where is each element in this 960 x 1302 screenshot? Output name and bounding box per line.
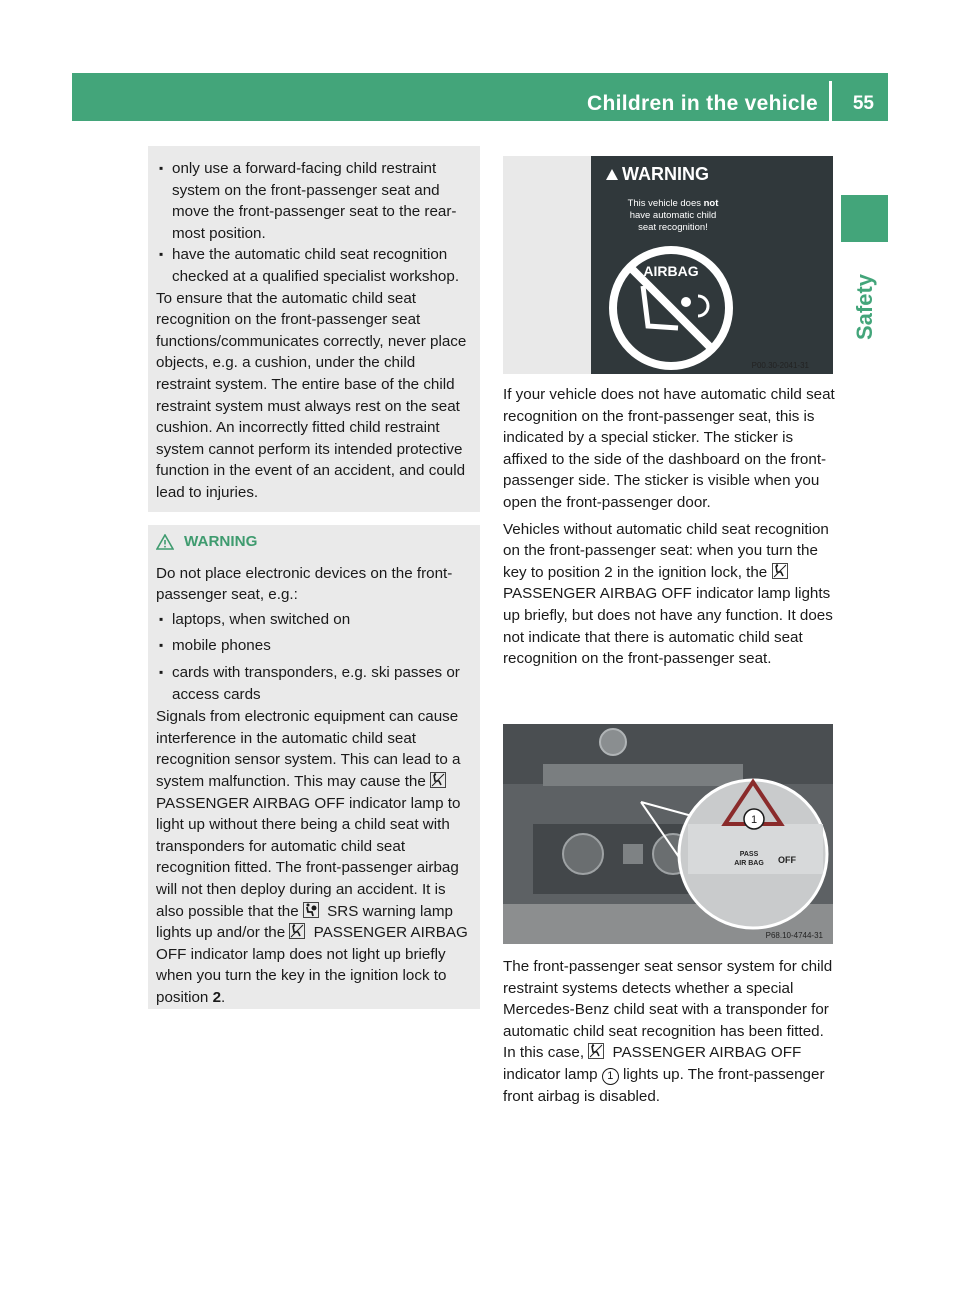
list-item: ▪ only use a forward-facing child restraint system on the front-passenger seat and move the front-passenger seat to the rear-most position. <box>156 158 472 244</box>
page-title: Children in the vehicle <box>587 92 818 115</box>
warning-title: WARNING <box>184 533 258 550</box>
paragraph <box>156 706 472 1008</box>
warning-box <box>148 525 480 1009</box>
dashboard-illustration <box>503 724 833 944</box>
passenger-airbag-off-icon <box>588 1043 604 1059</box>
list-item: ▪ mobile phones <box>156 635 472 657</box>
header-divider <box>829 81 832 121</box>
sticker-line2: have automatic child <box>629 210 717 221</box>
passenger-airbag-off-icon <box>430 772 446 788</box>
text: Vehicles without automatic child seat recognition on the front-passenger seat: when you turn the key to position 2 in the ignition lock, the <box>503 520 829 581</box>
warning-header <box>156 531 472 553</box>
paragraph: To ensure that the automatic child seat recognition on the front-passenger seat functions/communicates correctly, never place objects, e.g. a cushion, under the child restraint system. The entire base of the child restraint system must always rest on the seat cushion. An incorrectly fitted child restraint system cannot perform its intended protective function in the event of an accident, and could lead to injuries. <box>156 289 467 501</box>
list-item: ▪ have the automatic child seat recognition checked at a qualified specialist workshop. <box>156 244 472 287</box>
section-label: Safety <box>852 273 877 340</box>
text: lights up. The front-passenger front airbag is disabled. <box>503 1065 825 1105</box>
passenger-airbag-off-icon <box>289 923 305 939</box>
sticker-line1: This vehicle does not <box>627 198 719 209</box>
text: The front-passenger seat sensor system for child restraint systems detects whether a special Mercedes-Benz child seat with a transponder for automatic child seat recognition has been fitted. In this case, <box>503 958 833 1062</box>
position-number: 2 <box>212 988 222 1006</box>
paragraph: If your vehicle does not have automatic child seat recognition on the front-passenger seat, this is indicated by a special sticker. The sticker is affixed to the side of the dashboard on the front-passenger side. The sticker is visible when you open the front-passenger door. <box>503 386 835 511</box>
bullet-list <box>156 609 472 705</box>
warning-sticker-image <box>503 156 833 374</box>
sticker-illustration <box>503 156 833 374</box>
passenger-airbag-off-icon <box>772 563 788 579</box>
text: PASSENGER AIRBAG OFF indicator lamp <box>503 1044 802 1083</box>
section-tab <box>841 195 888 242</box>
text: PASSENGER AIRBAG OFF indicator lamp to light up without there being a child seat with transponders for automatic child seat recognition fitted. The front-passenger airbag will not then deploy during an accident. It is also possible that the <box>156 794 461 920</box>
text: Signals from electronic equipment can cause interference in the automatic child seat recognition sensor system. This can lead to a system malfunction. This may cause the <box>156 708 461 790</box>
right-column-text <box>503 384 835 672</box>
right-column-text-2 <box>503 956 835 1107</box>
list-item: ▪ laptops, when switched on <box>156 609 472 631</box>
sticker-airbag-text: AIRBAG <box>643 263 699 279</box>
bullet-list <box>156 158 472 288</box>
photo-off-label: OFF <box>778 855 796 865</box>
list-item: ▪ cards with transponders, e.g. ski passes or access cards <box>156 662 472 705</box>
header-bar <box>72 73 888 121</box>
paragraph <box>503 956 835 1107</box>
text: PASSENGER AIRBAG OFF indicator lamp does not light up briefly when you turn the key in the ignition lock to position <box>156 924 468 1006</box>
callout-marker: 1 <box>602 1068 619 1085</box>
callout-number: 1 <box>750 814 758 826</box>
text: SRS warning lamp lights up and/or the <box>156 902 453 942</box>
srs-warning-icon <box>303 902 319 918</box>
dashboard-photo <box>503 724 833 944</box>
sticker-warning-text: WARNING <box>622 164 709 184</box>
photo-code: P68.10-4744-31 <box>765 931 823 940</box>
text: PASSENGER AIRBAG OFF indicator lamp lights up briefly, but does not have any function. It does not indicate that there is automatic child seat recognition on the front-passenger seat. <box>503 585 833 668</box>
paragraph: Do not place electronic devices on the front-passenger seat, e.g.: <box>156 564 453 604</box>
photo-pass-label: PASS <box>739 851 759 858</box>
photo-airbag-label: AIR BAG <box>734 860 764 867</box>
text: . <box>221 988 226 1006</box>
paragraph <box>503 519 835 670</box>
page-number: 55 <box>852 93 874 114</box>
sticker-line3: seat recognition! <box>638 222 708 233</box>
warning-triangle-icon <box>156 534 174 550</box>
sticker-code: P00.30-2041-31 <box>751 361 809 370</box>
info-box <box>148 146 480 512</box>
